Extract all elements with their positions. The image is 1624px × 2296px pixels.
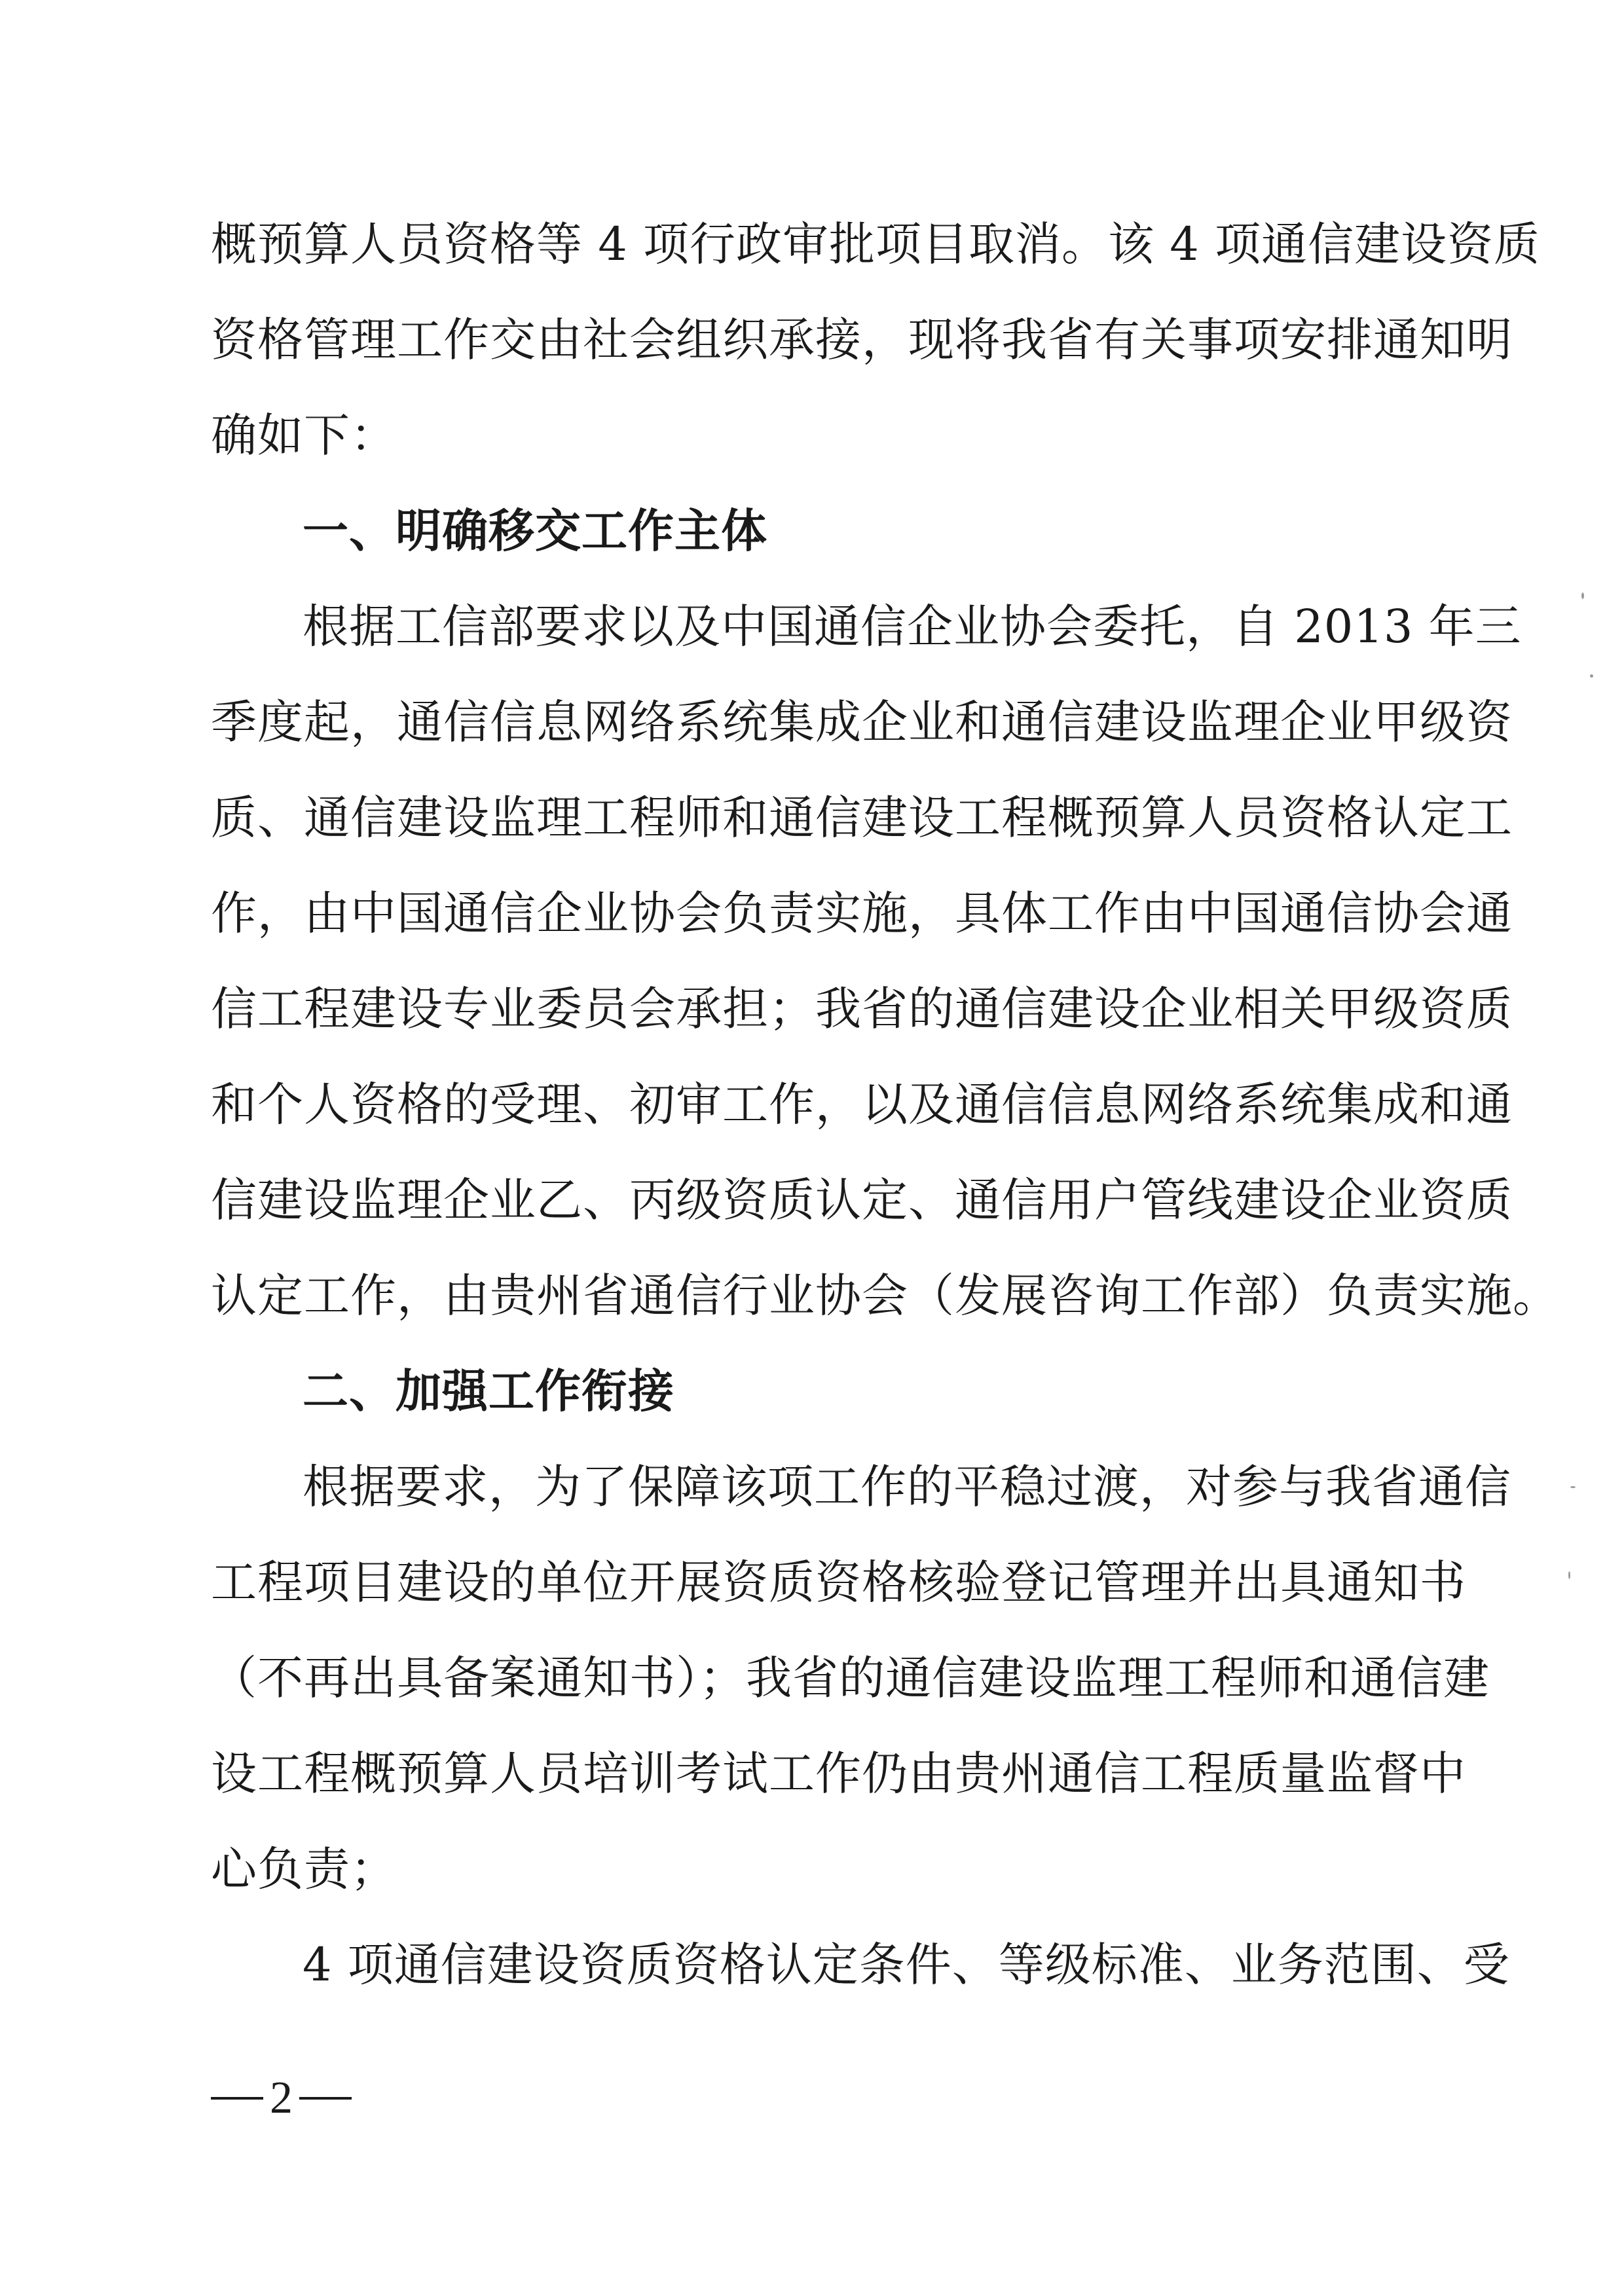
body-line: 确如下： — [211, 409, 397, 462]
scan-speck — [1590, 674, 1593, 678]
body-line: 资格管理工作交由社会组织承接，现将我省有关事项安排通知明 — [211, 313, 1513, 367]
body-line: 质、通信建设监理工程师和通信建设工程概预算人员资格认定工 — [211, 791, 1513, 845]
page-number: 2 — [270, 2073, 293, 2123]
body-line: 信工程建设专业委员会承担；我省的通信建设企业相关甲级资质 — [211, 982, 1513, 1036]
scan-speck — [1581, 592, 1584, 599]
section-heading: 一、明确移交工作主体 — [303, 504, 767, 558]
footer-dash-left — [211, 2097, 263, 2100]
body-line: 概预算人员资格等 4 项行政审批项目取消。该 4 项通信建设资质 — [211, 217, 1541, 271]
body-line: 设工程概预算人员培训考试工作仍由贵州通信工程质量监督中 — [211, 1747, 1466, 1800]
body-line: （不再出具备案通知书）；我省的通信建设监理工程师和通信建 — [211, 1651, 1490, 1705]
scan-speck — [1568, 1571, 1570, 1579]
body-line: 根据工信部要求以及中国通信企业协会委托，自 2013 年三 — [303, 600, 1522, 653]
page-footer — [211, 2072, 352, 2124]
body-line: 作，由中国通信企业协会负责实施，具体工作由中国通信协会通 — [211, 886, 1513, 940]
section-heading: 二、加强工作衔接 — [303, 1364, 674, 1418]
body-line: 季度起，通信信息网络系统集成企业和通信建设监理企业甲级资 — [211, 695, 1513, 749]
body-line: 4 项通信建设资质资格认定条件、等级标准、业务范围、受 — [303, 1938, 1510, 1992]
body-line: 信建设监理企业乙、丙级资质认定、通信用户管线建设企业资质 — [211, 1173, 1513, 1227]
document-body — [211, 196, 1559, 2013]
body-line: 和个人资格的受理、初审工作，以及通信信息网络系统集成和通 — [211, 1078, 1513, 1131]
scan-speck — [1570, 1486, 1576, 1488]
body-line: 根据要求，为了保障该项工作的平稳过渡，对参与我省通信 — [303, 1460, 1511, 1514]
body-line: 工程项目建设的单位开展资质资格核验登记管理并出具通知书 — [211, 1556, 1466, 1609]
body-line: 认定工作，由贵州省通信行业协会（发展咨询工作部）负责实施。 — [211, 1269, 1559, 1322]
body-line: 心负责； — [211, 1842, 397, 1896]
footer-dash-right — [299, 2097, 352, 2100]
